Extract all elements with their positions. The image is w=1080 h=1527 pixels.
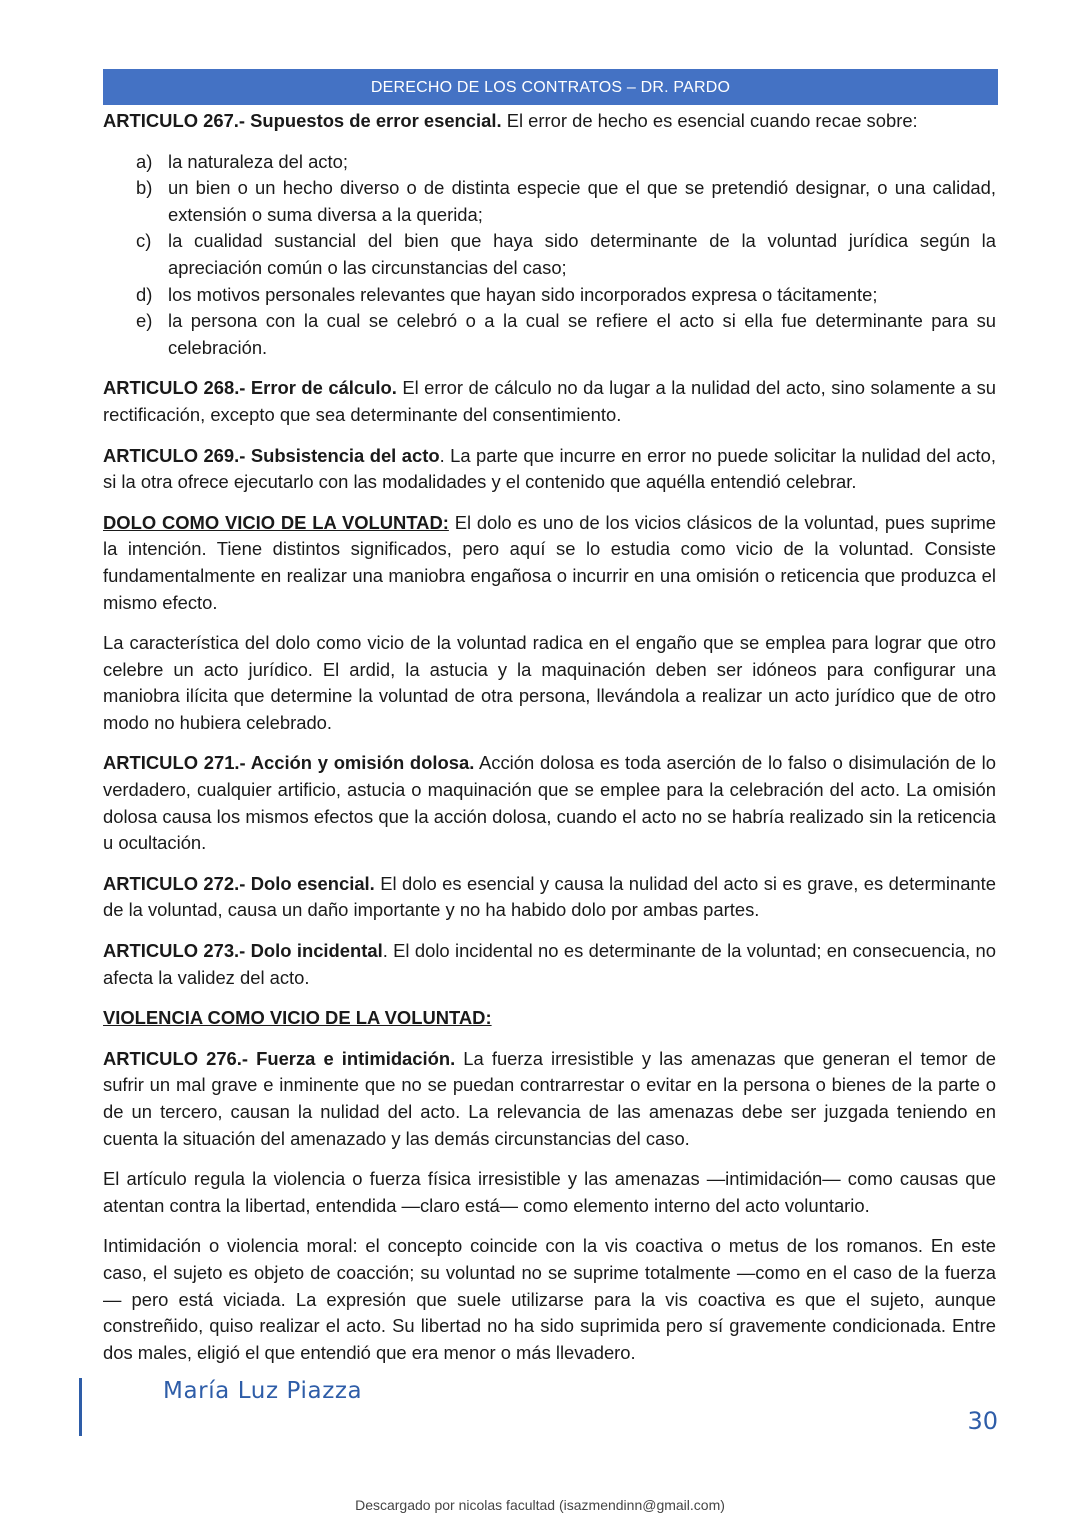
- list-item: [103, 308, 996, 361]
- article-268: [103, 375, 996, 428]
- list-marker: d): [136, 283, 153, 305]
- article-271-title: ARTICULO 271.- Acción y omisión dolosa.: [103, 752, 475, 774]
- dolo-text: El dolo es uno de los vicios clásicos de la voluntad, pues suprime la intención. Tiene distintos significados, pero aquí se lo estudia como vicio de la voluntad. Consiste fundamentalmente en realizar una maniobra engañosa o incurrir en una omisión o reticencia que produzca el mismo efecto.: [103, 511, 996, 613]
- list-item-text: los motivos personales relevantes que hayan sido incorporados expresa o tácitamente;: [168, 283, 878, 305]
- article-272: [103, 871, 996, 924]
- list-item: [103, 282, 996, 309]
- article-272-title: ARTICULO 272.- Dolo esencial.: [103, 872, 375, 894]
- article-267-list: [103, 149, 996, 362]
- article-276-paragraph-2: El artículo regula la violencia o fuerza física irresistible y las amenazas —intimidación— como causas que atentan contra la libertad, entendida —claro está— como elemento interno del acto voluntario.: [103, 1168, 996, 1216]
- document-body: [103, 108, 996, 1380]
- list-item: [103, 175, 996, 228]
- article-276: [103, 1046, 996, 1152]
- article-268-text: El error de cálculo no da lugar a la nulidad del acto, sino solamente a su rectificación, excepto que sea determinante del consentimiento.: [103, 377, 996, 425]
- article-273-text: . El dolo incidental no es determinante de la voluntad; en consecuencia, no afecta la validez del acto.: [103, 940, 996, 988]
- article-267-text: El error de hecho es esencial cuando recae sobre:: [501, 110, 918, 131]
- list-item-text: la cualidad sustancial del bien que haya sido determinante de la voluntad jurídica según la apreciación común o las circunstancias del caso;: [168, 230, 996, 278]
- list-item-text: la naturaleza del acto;: [168, 150, 348, 172]
- page-header: [103, 69, 998, 105]
- author-name: María Luz Piazza: [163, 1378, 363, 1404]
- list-marker: e): [136, 310, 153, 332]
- article-269-text: . La parte que incurre en error no puede solicitar la nulidad del acto, si la otra ofrece ejecutarlo con las modalidades y el contenido que aquélla entendió celebrar.: [103, 444, 997, 493]
- dolo-section: [103, 510, 996, 616]
- article-276-title: ARTICULO 276.- Fuerza e intimidación.: [103, 1047, 456, 1069]
- article-271-text: Acción dolosa es toda aserción de lo falso o disimulación de lo verdadero, cualquier artificio, astucia o maquinación que se emplee para la celebración del acto. La omisión dolosa causa los mismos efectos que la acción dolosa, cuando el acto no se habría realizado sin la reticencia u ocultación.: [103, 752, 996, 854]
- article-276-paragraph-3: Intimidación o violencia moral: el concepto coincide con la vis coactiva o metus de los romanos. En este caso, el sujeto es objeto de coacción; su voluntad no se suprime totalmente —como en el caso de la fuerza— pero está viciada. La expresión que suele utilizarse para la vis coactiva es que el sujeto, aunque constreñido, quiso realizar el acto. Su libertad no ha sido suprimida pero sí gravemente condicionada. Entre dos males, eligió el que entendió que era menor o más llevadero.: [103, 1235, 996, 1363]
- list-marker: a): [136, 150, 153, 172]
- list-item-text: un bien o un hecho diverso o de distinta especie que el que se pretendió designar, o una calidad, extensión o suma diversa a la querida;: [168, 177, 996, 225]
- violencia-section: [103, 1005, 996, 1032]
- list-item: [103, 149, 996, 176]
- article-271: [103, 750, 996, 856]
- article-267: [103, 108, 996, 135]
- article-273: [103, 938, 996, 991]
- page-number: 30: [967, 1407, 998, 1435]
- list-marker: b): [136, 177, 153, 199]
- article-273-title: ARTICULO 273.- Dolo incidental: [103, 940, 383, 962]
- article-276-text: La fuerza irresistible y las amenazas que generan el temor de sufrir un mal grave e inminente que no se puedan contrarrestar o evitar en la persona o bienes de la parte o de un tercero, causan la nulidad del acto. La relevancia de las amenazas debe ser juzgada teniendo en cuenta la situación del amenazado y las demás circunstancias del caso.: [103, 1047, 997, 1149]
- article-268-title: ARTICULO 268.- Error de cálculo.: [103, 377, 397, 399]
- footer-rule: [79, 1378, 82, 1436]
- download-notice: Descargado por nicolas facultad (isazmendinn@gmail.com): [355, 1497, 725, 1513]
- dolo-paragraph-2: La característica del dolo como vicio de la voluntad radica en el engaño que se emplea para lograr que otro celebre un acto jurídico. El ardid, la astucia y la maquinación deben ser idóneos para configurar una maniobra ilícita que determine la voluntad de otra persona, llevándola a realizar un acto jurídico que de otro modo no hubiera celebrado.: [103, 632, 996, 733]
- article-269-title: ARTICULO 269.- Subsistencia del acto: [103, 444, 440, 466]
- list-item: [103, 228, 996, 281]
- header-title: DERECHO DE LOS CONTRATOS – DR. PARDO: [370, 79, 731, 96]
- article-269: [103, 443, 996, 496]
- violencia-heading: VIOLENCIA COMO VICIO DE LA VOLUNTAD:: [103, 1007, 492, 1029]
- list-item-text: la persona con la cual se celebró o a la cual se refiere el acto si ella fue determinante para su celebración.: [168, 310, 996, 358]
- dolo-heading: DOLO COMO VICIO DE LA VOLUNTAD:: [103, 511, 449, 533]
- article-267-title: ARTICULO 267.- Supuestos de error esencial.: [103, 110, 502, 131]
- list-marker: c): [136, 230, 152, 252]
- article-272-text: El dolo es esencial y causa la nulidad del acto si es grave, es determinante de la voluntad, causa un daño importante y no ha habido dolo por ambas partes.: [103, 872, 996, 921]
